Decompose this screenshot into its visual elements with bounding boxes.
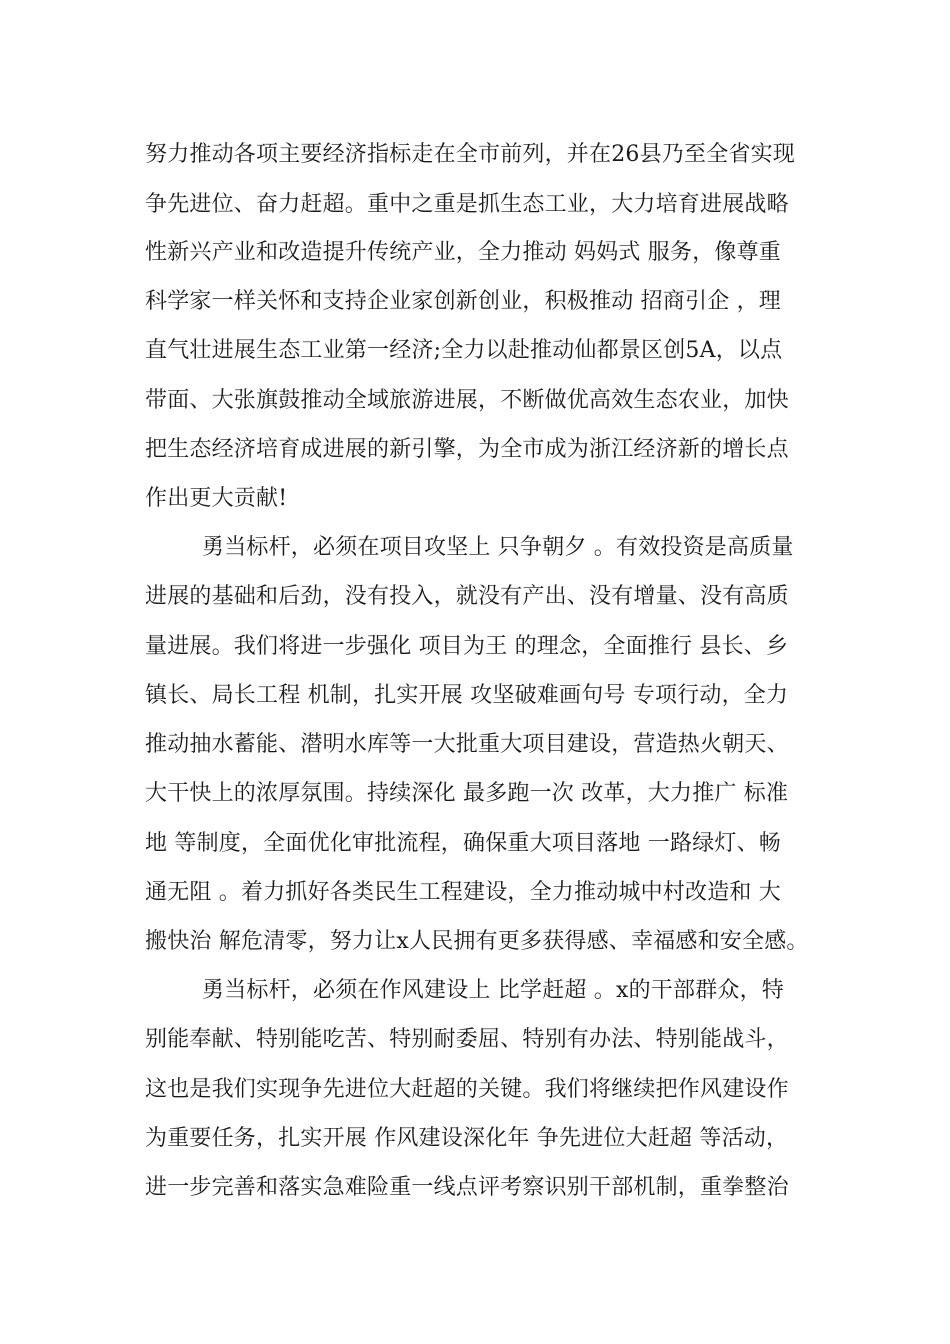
text-line: 直气壮进展生态工业第一经济;全力以赴推动仙都景区创5A，以点 [145, 338, 783, 363]
text-line: 量进展。我们将进一步强化 项目为王 的理念，全面推行 县长、乡 [145, 634, 789, 659]
text-line: 带面、大张旗鼓推动全域旅游进展，不断做优高效生态农业，加快 [145, 388, 789, 413]
text-line: 这也是我们实现争先进位大赶超的关键。我们将继续把作风建设作 [145, 1077, 789, 1102]
text-line: 努力推动各项主要经济指标走在全市前列，并在26县乃至全省实现 [145, 142, 795, 167]
text-line: 科学家一样关怀和支持企业家创新创业，积极推动 招商引企 ，理 [145, 289, 781, 314]
text-line: 进一步完善和落实急难险重一线点评考察识别干部机制，重拳整治 [145, 1175, 789, 1200]
text-line: 镇长、局长工程 机制，扎实开展 攻坚破难画句号 专项行动，全力 [145, 683, 789, 708]
text-line: 搬快治 解危清零，努力让x人民拥有更多获得感、幸福感和安全感。 [145, 929, 809, 954]
text-line: 地 等制度，全面优化审批流程，确保重大项目落地 一路绿灯、畅 [145, 831, 781, 856]
text-line: 勇当标杆，必须在作风建设上 比学赶超 。x的干部群众，特 [202, 978, 784, 1003]
text-line: 别能奉献、特别能吃苦、特别耐委屈、特别有办法、特别能战斗， [145, 1027, 789, 1052]
text-line: 为重要任务，扎实开展 作风建设深化年 争先进位大赶超 等活动， [145, 1126, 789, 1151]
text-line: 大干快上的浓厚氛围。持续深化 最多跑一次 改革，大力推广 标准 [145, 781, 789, 806]
text-line: 进展的基础和后劲，没有投入，就没有产出、没有增量、没有高质 [145, 584, 789, 609]
text-line: 把生态经济培育成进展的新引擎，为全市成为浙江经济新的增长点 [145, 437, 789, 462]
text-line: 作出更大贡献! [145, 486, 288, 511]
text-line: 勇当标杆，必须在项目攻坚上 只争朝夕 。有效投资是高质量 [202, 535, 794, 560]
text-line: 性新兴产业和改造提升传统产业，全力推动 妈妈式 服务，像尊重 [145, 240, 781, 265]
text-line: 推动抽水蓄能、潜明水库等一大批重大项目建设，营造热火朝天、 [145, 732, 789, 757]
text-line: 通无阻 。着力抓好各类民生工程建设，全力推动城中村改造和 大 [145, 880, 781, 905]
text-line: 争先进位、奋力赶超。重中之重是抓生态工业，大力培育进展战略 [145, 192, 789, 217]
